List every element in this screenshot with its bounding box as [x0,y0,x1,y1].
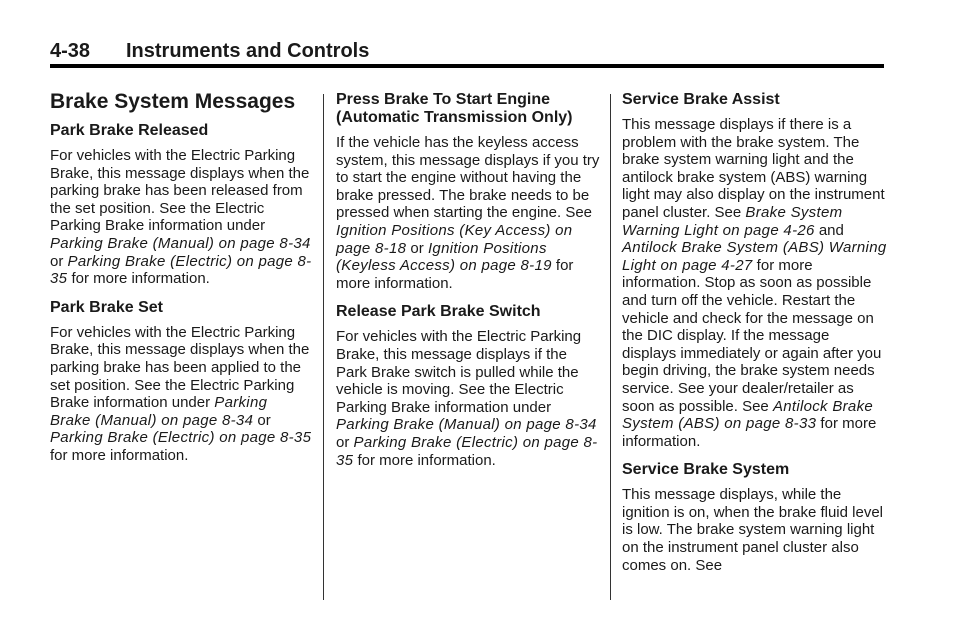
cross-reference-link[interactable]: Parking Brake (Manual) on page 8-34 [336,416,597,434]
page-header [50,38,884,68]
cross-reference-link[interactable]: Brake System Warning Light on page 4-26 [622,203,843,239]
body-text: For vehicles with the Electric Parking Brake, this message displays when the parking brake has been applied to the set position. See the Electric Parking Brake information under [50,323,310,412]
cross-reference-link[interactable]: Parking Brake (Electric) on page 8-35 [50,429,312,447]
cross-reference-link[interactable]: Parking Brake (Electric) on page 8-35 [50,252,312,288]
cross-reference-link[interactable]: Antilock Brake System (ABS) Warning Light on page 4-27 [622,239,887,274]
paragraph-service-brake-assist [622,116,887,450]
column-3 [622,90,887,585]
section-title: Instruments and Controls [126,40,370,62]
paragraph-press-brake-to-start [336,134,600,292]
body-text: or [50,252,68,270]
cross-reference-link[interactable]: Ignition Positions (Key Access) on page 8-18 [336,221,573,257]
body-text: If the vehicle has the keyless access system, this message displays if you try to start the engine without having the brake pressed. The brake needs to be pressed when starting the engine. See [336,134,600,222]
cross-reference-link[interactable]: Parking Brake (Electric) on page 8-35 [336,433,598,469]
heading-service-brake-system: Service Brake System [622,461,790,479]
body-text: for more information. [67,270,210,288]
body-text: for more information. [50,446,189,464]
body-text: and [814,221,844,239]
column-divider-1 [323,94,324,600]
heading-service-brake-assist: Service Brake Assist [622,91,780,108]
body-text: or [406,239,428,257]
body-text: for more information. [336,257,574,292]
body-text: For vehicles with the Electric Parking Brake, this message displays if the Park Brake switch is pulled while the vehicle is moving. See the Electric Parking Brake information under [336,328,582,416]
body-text: for more information. Stop as soon as possible and turn off the vehicle. Restart the vehicle and check for the message on the DIC display. If the message displays immediately or again after you begin driving, the brake system needs service. See your dealer/retailer as soon as possible. See [622,256,882,415]
heading-press-brake-to-start: Press Brake To Start Engine (Automatic Transmission Only) [336,91,573,126]
page-number: 4-38 [50,40,91,62]
cross-reference-link[interactable]: Parking Brake (Manual) on page 8-34 [50,394,268,429]
heading-park-brake-released: Park Brake Released [50,122,209,139]
heading-park-brake-set: Park Brake Set [50,298,163,316]
body-text: for more information. [353,451,496,469]
cross-reference-link[interactable]: Antilock Brake System (ABS) on page 8-33 [622,397,874,433]
page-title: Brake System Messages [50,90,296,113]
column-1 [50,90,312,476]
column-2 [336,90,600,480]
paragraph-park-brake-set [50,324,312,465]
heading-release-park-brake-switch: Release Park Brake Switch [336,303,541,321]
body-text: For vehicles with the Electric Parking Brake, this message displays when the parking brake has been released from the set position. See the Electric Parking Brake information under [50,147,310,235]
cross-reference-link[interactable]: Parking Brake (Manual) on page 8-34 [50,234,311,252]
body-text: This message displays if there is a problem with the brake system. The brake system warning light and the antilock brake system (ABS) warning light may also display on the instrument panel cluster. See [622,116,885,221]
body-text: This message displays, while the ignition is on, when the brake fluid level is low. The brake system warning light on the instrument panel cluster also comes on. See [622,486,883,574]
body-text: or [253,411,271,429]
body-text: or [336,433,354,451]
paragraph-park-brake-released [50,147,312,288]
cross-reference-link[interactable]: Ignition Positions (Keyless Access) on page 8-19 [336,239,552,275]
column-divider-2 [610,94,611,600]
body-text: for more information. [622,415,877,450]
paragraph-service-brake-system [622,486,887,574]
paragraph-release-park-brake-switch [336,328,600,469]
